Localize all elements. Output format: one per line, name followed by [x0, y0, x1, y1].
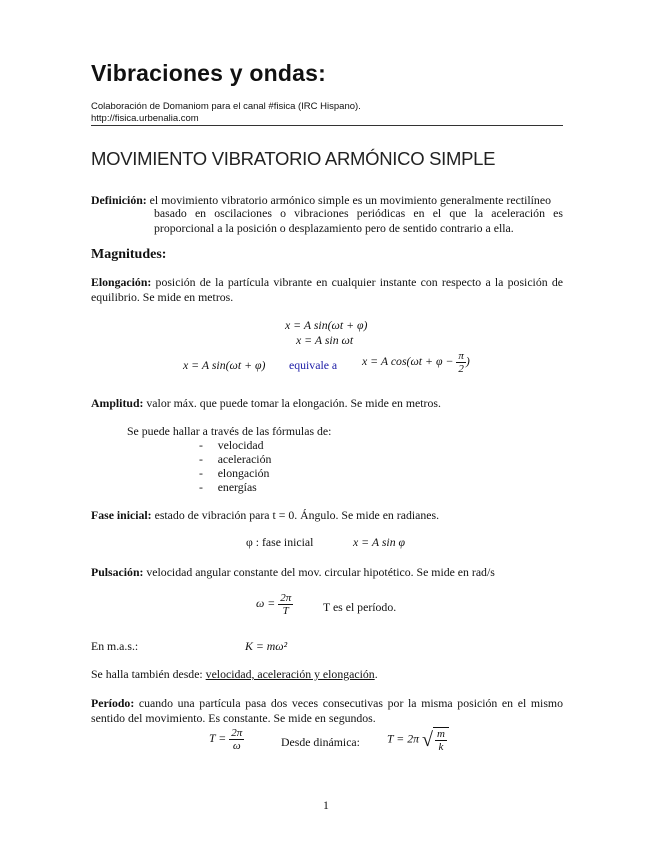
- dynamics-label: Desde dinámica:: [281, 735, 360, 749]
- header-divider: [91, 125, 563, 126]
- section-title: MOVIMIENTO VIBRATORIO ARMÓNICO SIMPLE: [91, 148, 496, 169]
- document-title: Vibraciones y ondas:: [91, 60, 326, 86]
- list-item: - aceleración: [199, 452, 272, 466]
- definition-label: Definición:: [91, 193, 147, 207]
- pulsacion-text: velocidad angular constante del mov. circular hipotético. Se mide en rad/s: [146, 565, 495, 579]
- period-symbol: T =: [209, 731, 227, 746]
- fraction-numerator: 2π: [231, 727, 243, 739]
- equation-elongation-3-left: x = A sin(ωt + φ): [183, 358, 266, 372]
- elongacion-text: posición de la partícula vibrante en cualquier instante con respecto a la posición de equilibrio. Se mide en metros.: [91, 275, 563, 304]
- periodo-text: cuando una partícula pasa dos veces consecutivas por la misma posición en el mismo sentido del movimiento. Es constante. Se mide en segundos.: [91, 696, 563, 725]
- fraction-denominator: k: [438, 741, 444, 753]
- credit-line: Colaboración de Domaniom para el canal #fisica (IRC Hispano).: [91, 101, 361, 112]
- equivale-label: equivale a: [289, 358, 338, 372]
- amplitud-text: valor máx. que puede tomar la elongación. Se mide en metros.: [146, 396, 441, 410]
- amplitud-label: Amplitud:: [91, 396, 144, 410]
- equation-fase-a: φ : fase inicial: [246, 535, 314, 549]
- omega-symbol: ω =: [256, 596, 276, 611]
- equation-fase-b: x = A sin φ: [353, 535, 406, 549]
- equation-omega: [256, 592, 293, 617]
- also-link[interactable]: velocidad, aceleración y elongación: [205, 667, 375, 681]
- list-item-label: energías: [217, 480, 257, 494]
- periodo-label: Período:: [91, 696, 135, 710]
- period-dyn-prefix: T = 2π: [387, 731, 420, 746]
- list-item: - velocidad: [199, 438, 264, 452]
- page-number: 1: [323, 798, 329, 812]
- mas-label: En m.a.s.:: [91, 639, 139, 653]
- fraction-numerator: 2π: [280, 592, 292, 604]
- m-over-k-fraction: [433, 727, 449, 753]
- also-prefix: Se halla también desde:: [91, 667, 203, 681]
- fraction-denominator: 2: [458, 363, 464, 375]
- list-item-label: aceleración: [217, 452, 272, 466]
- fraction-denominator: T: [282, 605, 289, 617]
- fraction-numerator: m: [436, 728, 445, 740]
- two-pi-over-omega-fraction: [229, 727, 244, 752]
- list-item-label: elongación: [217, 466, 270, 480]
- pi-over-two-fraction: [456, 350, 466, 375]
- pulsacion-paragraph: [91, 565, 495, 580]
- radical-sign-icon: √: [421, 729, 433, 751]
- equation-k: K = mω²: [245, 639, 288, 653]
- definition-line1: el movimiento vibratorio armónico simple es un movimiento generalmente rectilíneo: [149, 193, 551, 207]
- fraction-numerator: π: [458, 350, 464, 362]
- equation-elongation-1: x = A sin(ωt + φ): [285, 318, 368, 332]
- elongacion-label: Elongación:: [91, 275, 152, 289]
- list-item: - elongación: [199, 466, 270, 480]
- two-pi-over-T-fraction: [278, 592, 293, 617]
- equation-elongation-2: x = A sin ωt: [296, 333, 354, 347]
- source-url: http://fisica.urbenalia.com: [91, 113, 199, 124]
- fraction-denominator: ω: [232, 740, 241, 752]
- magnitudes-heading: Magnitudes:: [91, 247, 167, 262]
- equation-cos-prefix: x = A cos(ωt + φ −: [362, 354, 454, 369]
- fase-label: Fase inicial:: [91, 508, 152, 522]
- also-from-line: [91, 667, 378, 682]
- also-suffix: .: [374, 667, 378, 681]
- square-root: [422, 727, 449, 753]
- fase-text: estado de vibración para t = 0. Ángulo. Se mide en radianes.: [154, 508, 440, 522]
- period-note: T es el período.: [323, 600, 397, 614]
- elongacion-paragraph: [91, 275, 563, 305]
- equation-close-paren: ): [465, 354, 470, 369]
- list-item: - energías: [199, 480, 257, 494]
- list-item-label: velocidad: [217, 438, 264, 452]
- equation-period: [209, 727, 244, 752]
- equation-elongation-3-right: [362, 350, 470, 375]
- pulsacion-label: Pulsación:: [91, 565, 144, 579]
- definition-body: basado en oscilaciones o vibraciones periódicas en el que la aceleración es proporcional a la posición o desplazamiento pero de sentido contrario a ella.: [154, 206, 563, 235]
- equation-period-dynamics: [387, 727, 449, 753]
- fase-paragraph: [91, 508, 439, 523]
- amplitud-paragraph: [91, 396, 441, 411]
- periodo-paragraph: [91, 696, 563, 726]
- amplitud-intro: Se puede hallar a través de las fórmulas de:: [127, 424, 332, 438]
